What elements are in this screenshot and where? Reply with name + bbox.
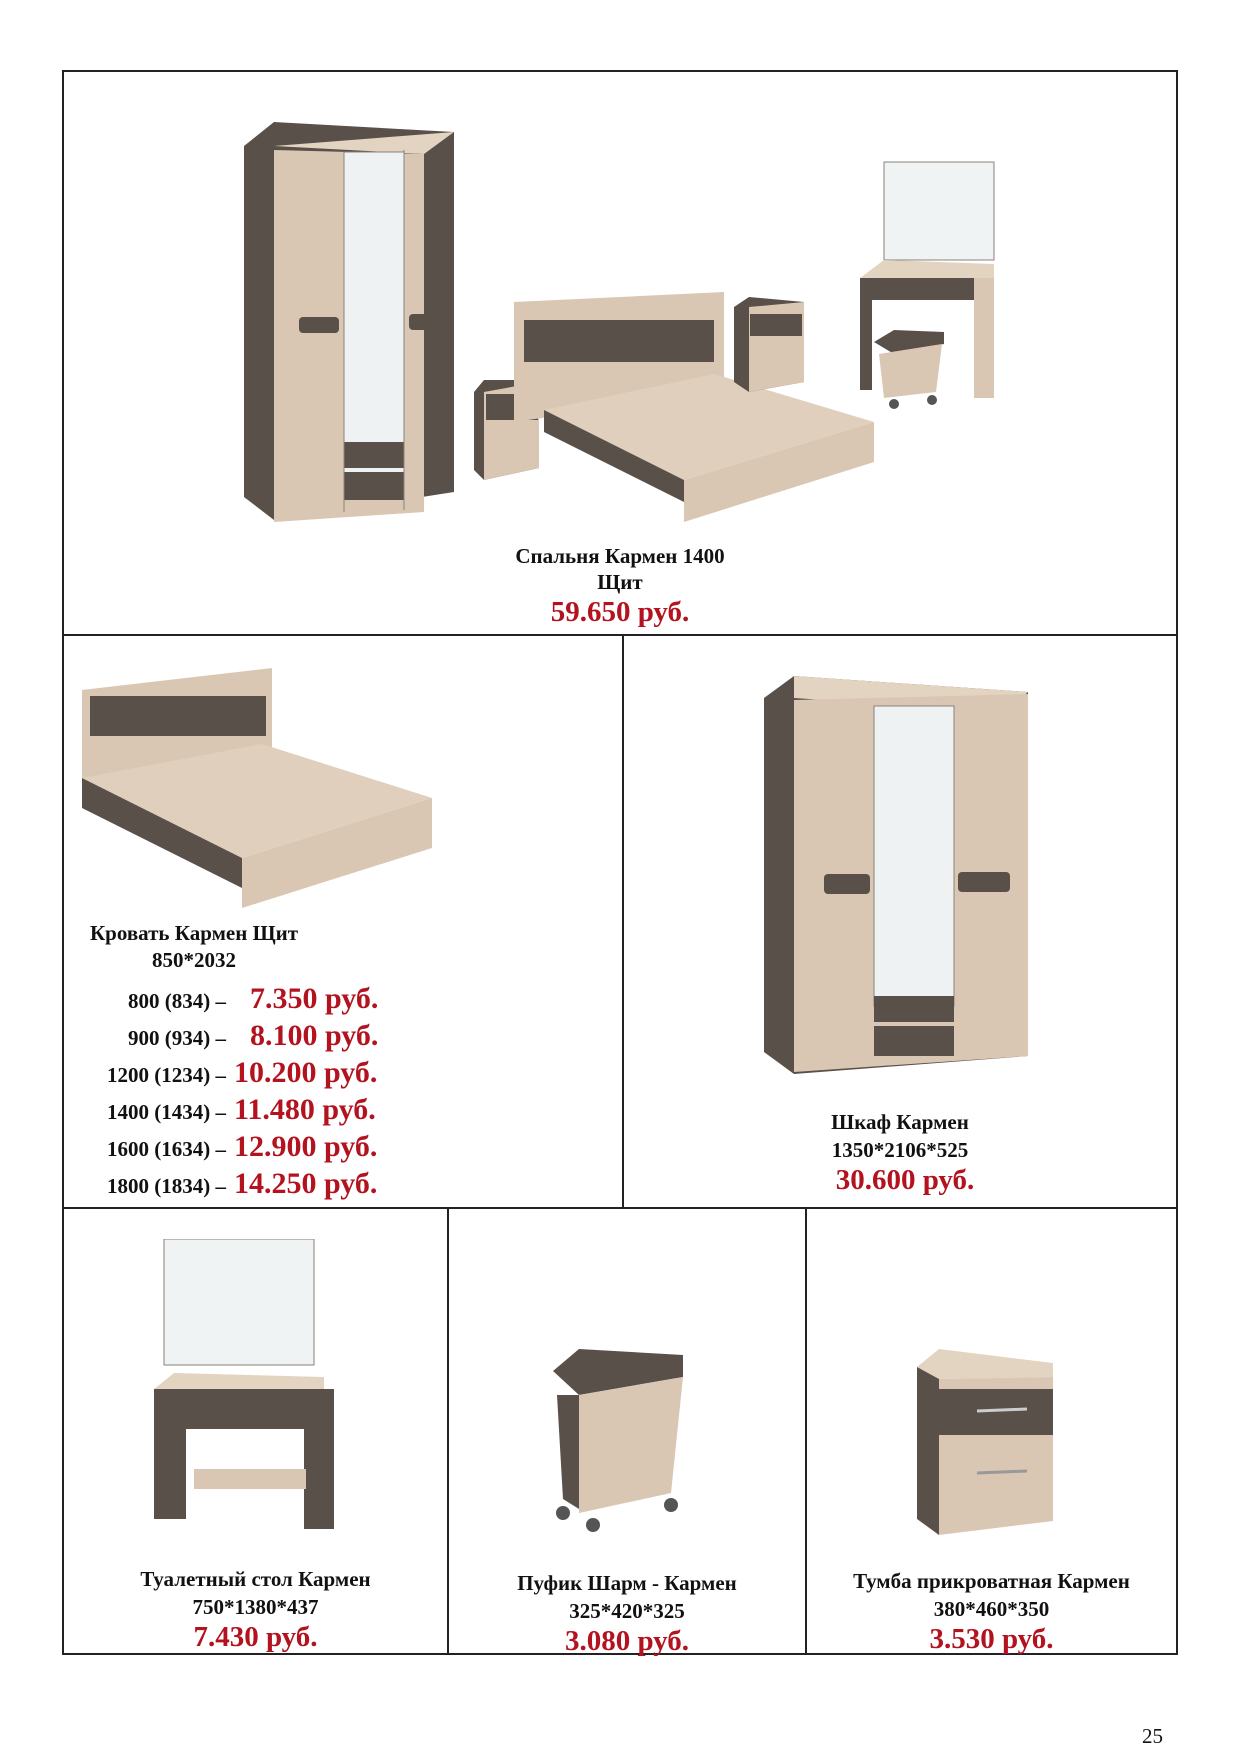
bed-option-1 <box>64 982 378 1016</box>
wardrobe-image <box>764 676 1034 1076</box>
bed-option-price: 11.480 руб. <box>234 1093 376 1126</box>
pouf-size: 325*420*325 <box>569 1599 685 1623</box>
pouf-cell <box>449 1209 805 1657</box>
bed-option-6 <box>64 1167 377 1201</box>
main-set-cell <box>64 72 1176 634</box>
frame-right <box>1176 70 1178 1655</box>
dressing-table-title: Туалетный стол Кармен <box>140 1567 371 1591</box>
dressing-table-price: 7.430 руб. <box>193 1621 318 1653</box>
bed-image <box>72 648 452 918</box>
bed-option-size: 1800 (1834) – <box>107 1174 226 1198</box>
wardrobe-size: 1350*2106*525 <box>831 1138 969 1162</box>
bed-size: 850*2032 <box>152 948 236 972</box>
bedroom-set-image <box>184 92 1134 562</box>
main-set-title-line1: Спальня Кармен 1400 <box>515 544 725 568</box>
dressing-table-size: 750*1380*437 <box>192 1595 319 1619</box>
bed-option-4 <box>64 1093 376 1127</box>
bed-option-size: 1600 (1634) – <box>107 1137 226 1161</box>
bed-option-price: 12.900 руб. <box>234 1130 378 1163</box>
wardrobe-cell <box>624 636 1176 1207</box>
pouf-price: 3.080 руб. <box>564 1625 690 1657</box>
pouf-title: Пуфик Шарм - Кармен <box>517 1571 737 1595</box>
nightstand-title: Тумба прикроватная Кармен <box>853 1569 1130 1593</box>
bed-option-price: 8.100 руб. <box>250 1019 379 1052</box>
main-set-price: 59.650 руб. <box>550 596 690 628</box>
nightstand-size: 380*460*350 <box>933 1597 1050 1621</box>
bed-title: Кровать Кармен Щит <box>89 921 299 945</box>
bed-option-price: 10.200 руб. <box>234 1056 378 1089</box>
bed-option-size: 900 (934) – <box>128 1026 226 1050</box>
wardrobe-price: 30.600 руб. <box>835 1164 975 1196</box>
bed-option-size: 1200 (1234) – <box>107 1063 226 1087</box>
dressing-table-cell <box>64 1209 447 1653</box>
page-number: 25 <box>1142 1724 1163 1748</box>
nightstand-image <box>917 1349 1067 1539</box>
nightstand-price: 3.530 руб. <box>929 1623 1054 1655</box>
bed-option-2 <box>64 1019 378 1053</box>
bed-option-size: 800 (834) – <box>128 989 226 1013</box>
bed-option-price: 7.350 руб. <box>250 982 379 1015</box>
bed-option-size: 1400 (1434) – <box>107 1100 226 1124</box>
nightstand-cell <box>807 1209 1176 1653</box>
main-set-title-line2: Щит <box>597 570 643 594</box>
pouf-image <box>553 1349 703 1539</box>
bed-cell <box>64 636 622 1207</box>
bed-option-5 <box>64 1130 377 1164</box>
bed-option-3 <box>64 1056 377 1090</box>
dressing-table-image <box>154 1239 354 1539</box>
wardrobe-title: Шкаф Кармен <box>831 1110 969 1134</box>
bed-option-price: 14.250 руб. <box>234 1167 378 1200</box>
